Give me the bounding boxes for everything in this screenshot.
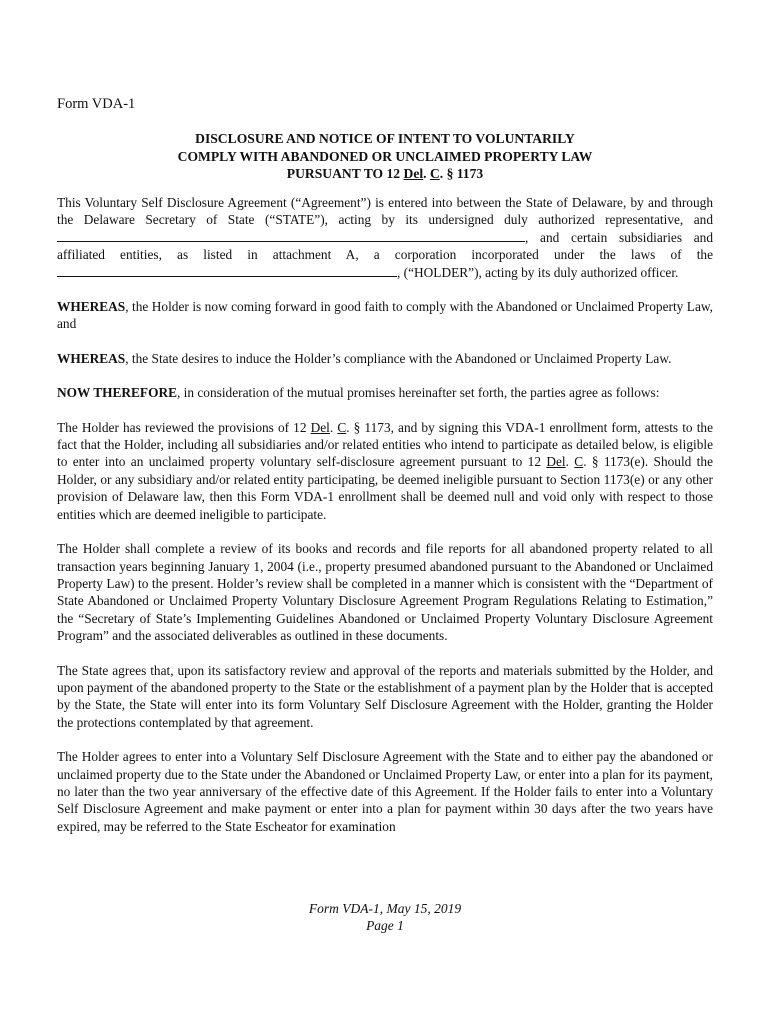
intro-text-2: , and certain subsidiaries and affiliated entities, as listed in attachment A, a corporation incorporated under the laws of the (57, 229, 713, 263)
whereas-paragraph-1 (57, 298, 713, 333)
intro-text-3: , (“HOLDER”), acting by its duly authorized officer. (397, 264, 679, 280)
intro-paragraph (57, 194, 713, 281)
review-c-2: C (574, 454, 584, 470)
review-del-2: Del (546, 454, 566, 470)
whereas-2-label: WHEREAS (57, 350, 126, 366)
whereas-paragraph-2 (57, 350, 713, 367)
review-paragraph (57, 419, 713, 523)
review-c-1: C (337, 419, 347, 435)
form-id: Form VDA-1 (57, 96, 136, 112)
heading-line-3 (57, 165, 713, 183)
intro-text-1: This Voluntary Self Disclosure Agreement (“Agreement”) is entered into between the State of Delaware, by and through the Delaware Secretary of State (“STATE”), acting by its undersigned duly authorized representative, and (57, 195, 713, 228)
footer-form-date: Form VDA-1, May 15, 2019 (308, 901, 462, 916)
footer-page-number: Page 1 (366, 918, 404, 933)
page-footer (57, 900, 713, 934)
heading-line-3-suffix: . § 1173 (439, 166, 484, 181)
review-dot-2: . (565, 454, 575, 470)
state-agrees-paragraph: The State agrees that, upon its satisfactory review and approval of the reports and materials submitted by the Holder, and upon payment of the abandoned property to the State or the establishment of a payment plan by the Holder that is accepted by the State, the State will enter into its form Voluntary Self Disclosure Agreement with the Holder, granting the Holder the protections contemplated by that agreement. (57, 662, 713, 730)
now-therefore-label: NOW THEREFORE (57, 385, 177, 401)
whereas-2-text: , the State desires to induce the Holder’s compliance with the Abandoned or Unclaimed Property Law. (125, 350, 672, 366)
review-del-1: Del (310, 419, 330, 435)
heading-line-1: DISCLOSURE AND NOTICE OF INTENT TO VOLUNTARILY (195, 131, 575, 146)
whereas-1-text: , the Holder is now coming forward in good faith to comply with the Abandoned or Unclaimed Property Law, and (57, 299, 713, 332)
holder-name-blank[interactable] (57, 229, 525, 242)
holder-state-blank[interactable] (57, 264, 397, 277)
now-therefore-text: , in consideration of the mutual promises hereinafter set forth, the parties agree as follows: (177, 385, 660, 401)
document-heading (57, 130, 713, 183)
complete-review-paragraph: The Holder shall complete a review of its books and records and file reports for all abandoned property related to all transaction years beginning January 1, 2004 (i.e., property presumed abandoned pursuant to the Abandoned or Unclaimed Property Law) to the present. Holder’s review shall be completed in a manner which is consistent with the “Department of State Abandoned or Unclaimed Property Voluntary Disclosure Agreement Program Regulations Relating to Estimation,” the “Secretary of State’s Implementing Guidelines Abandoned or Unclaimed Property Voluntary Disclosure Agreement Program” and the associated deliverables as outlined in these documents. (57, 541, 713, 644)
heading-c: C (429, 166, 440, 181)
holder-agrees-paragraph: The Holder agrees to enter into a Voluntary Self Disclosure Agreement with the State and to either pay the abandoned or unclaimed property due to the State under the Abandoned or Unclaimed Property Law, or enter into a plan for its payment, no later than the two year anniversary of the effective date of this Agreement. If the Holder fails to enter into a Voluntary Self Disclosure Agreement and make payment or enter into a plan for payment within 30 days after the two years have expired, may be referred to the State Escheator for examination (57, 749, 713, 834)
heading-line-2: COMPLY WITH ABANDONED OR UNCLAIMED PROPERTY LAW (177, 148, 593, 164)
review-text-2: . § 1173, and by signing this VDA-1 enrollment form, attests to the fact that the Holder, including all subsidiaries and/or related entities who intend to participate as detailed below, is eligible to enter into an unclaimed property voluntary self-disclosure agreement pursuant to 12 (57, 419, 713, 470)
whereas-1-label: WHEREAS (57, 299, 126, 315)
document-body (57, 194, 713, 852)
heading-line-3-prefix: PURSUANT TO 12 (286, 166, 404, 181)
heading-dot: . (423, 166, 430, 181)
review-dot-1: . (329, 419, 338, 435)
heading-del: Del (403, 166, 424, 181)
review-text-3: . § 1173(e). Should the Holder, or any subsidiary and/or related entity participating, be deemed ineligible pursuant to Section 1173(e) or any other provision of Delaware law, then this Form VDA-1 enrollment shall be deemed null and void only with respect to those entities which are deemed ineligible to participate. (57, 454, 713, 522)
review-text-1: The Holder has reviewed the provisions of 12 (57, 419, 311, 435)
now-therefore-paragraph (57, 384, 713, 401)
